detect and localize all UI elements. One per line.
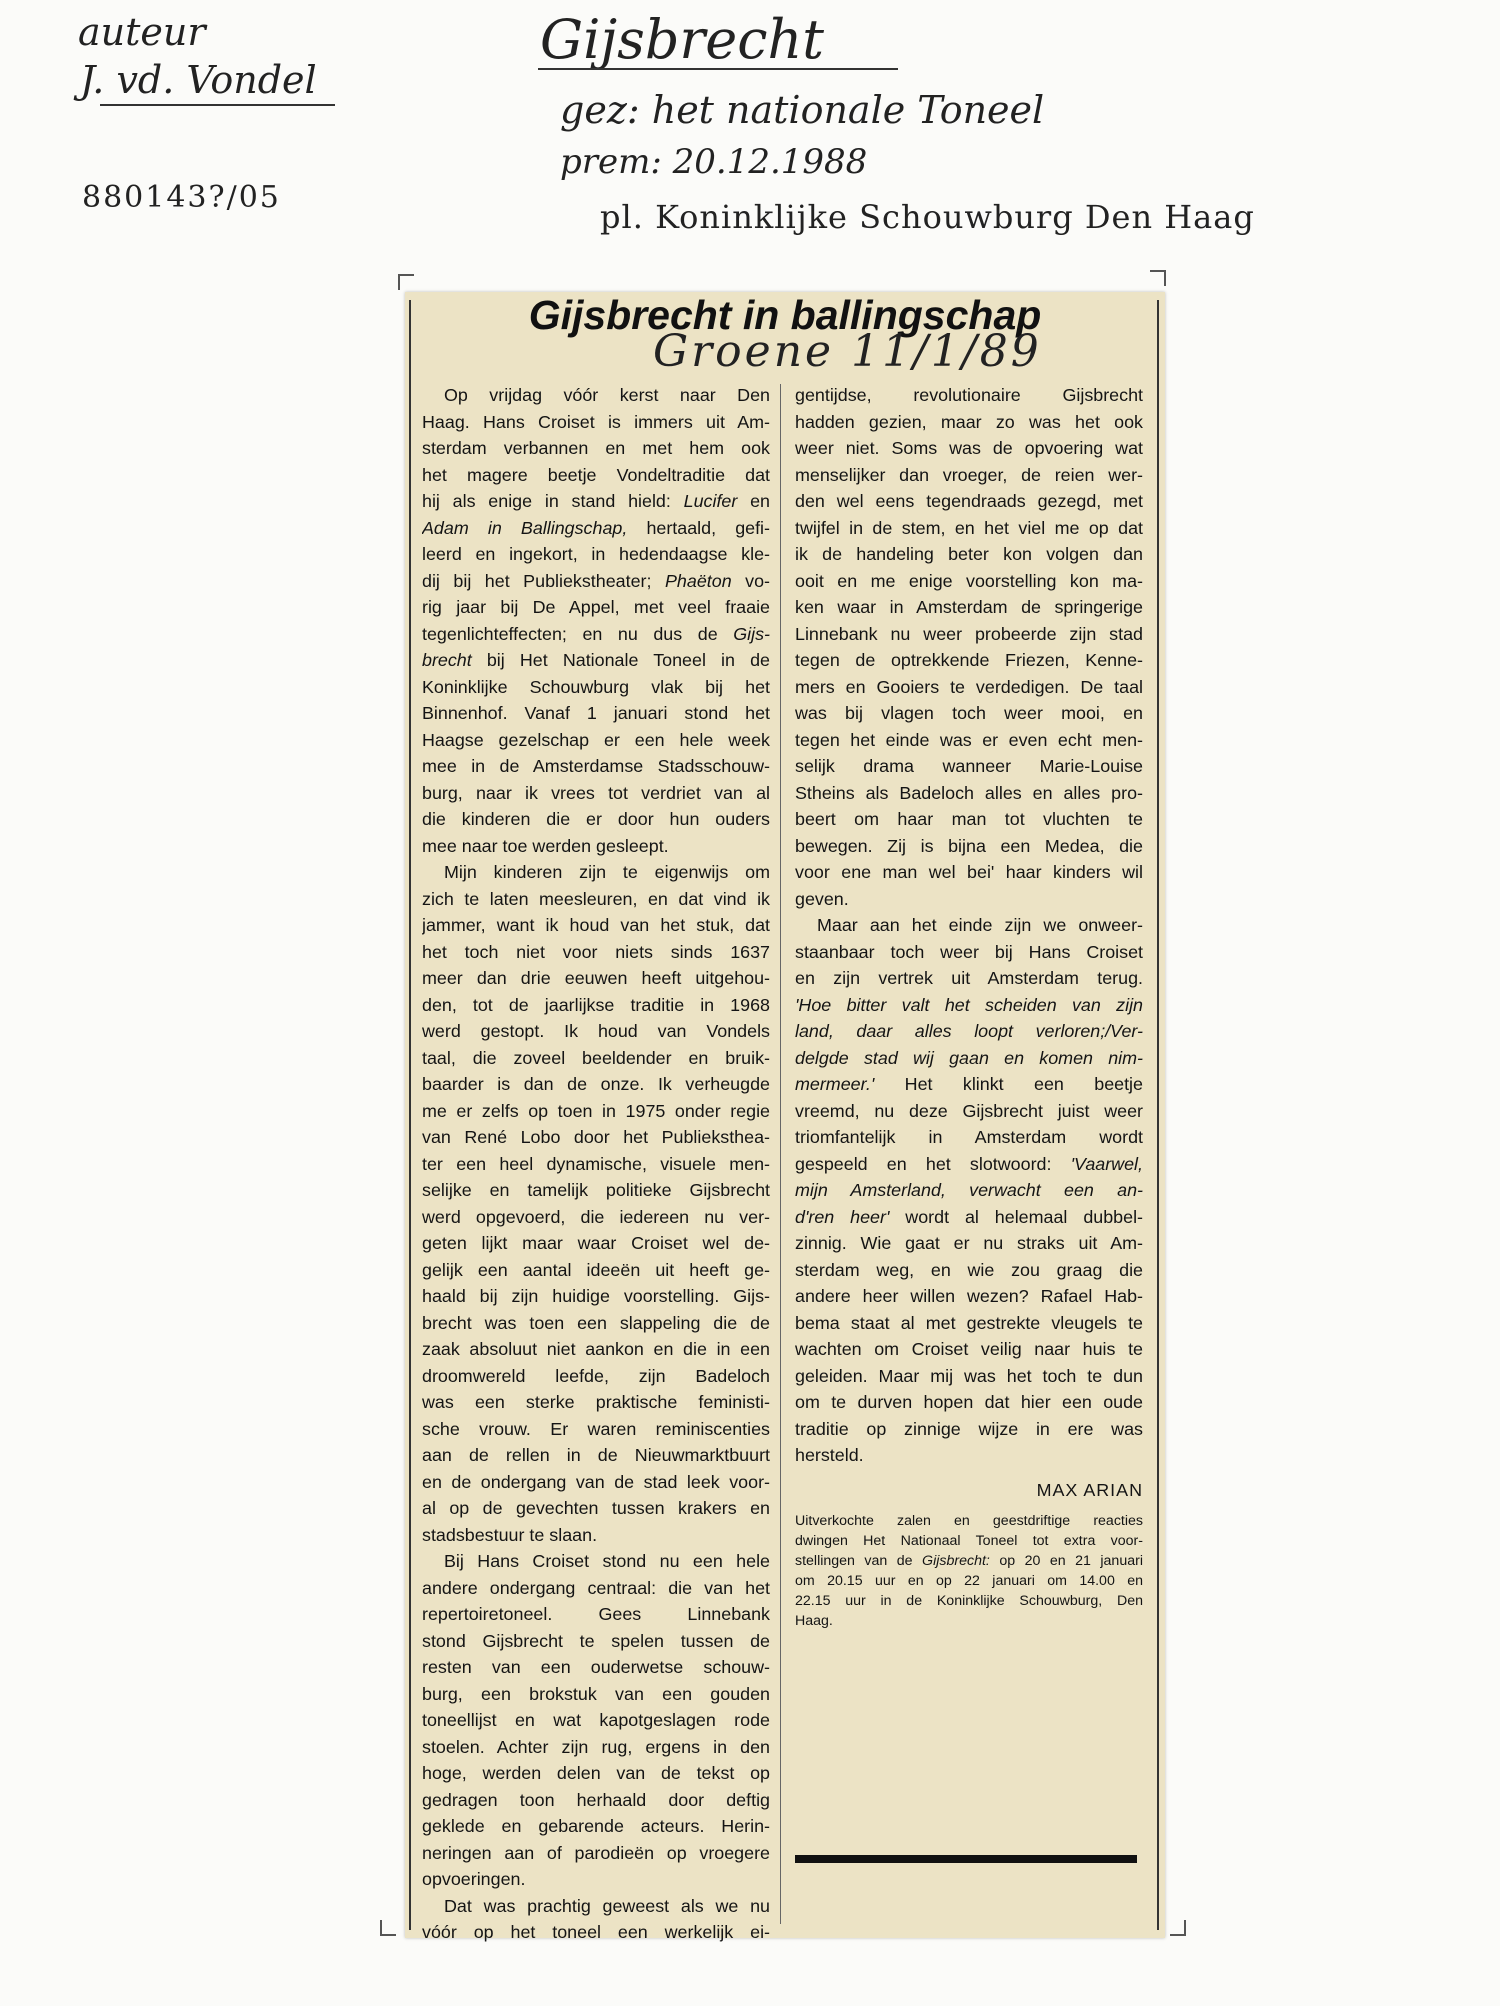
text-line: 'Hoe bitter valt het scheiden van zijn: [795, 994, 1143, 1015]
text-line: Uitverkochte zalen en geestdriftige reacties: [795, 1513, 1143, 1529]
archive-number: 880143?/05: [82, 180, 281, 215]
text-line: mee naar toe werden gesleept.: [422, 835, 669, 856]
text-line: mee in de Amsterdamse Stadsschouw-: [422, 756, 770, 776]
text-line: beert om haar man tot vluchten te: [795, 809, 1143, 829]
text-line: geven.: [795, 888, 849, 909]
text-line: me er zelfs op toen in 1975 onder regie: [422, 1100, 770, 1121]
text-line: repertoiretoneel. Gees Linnebank: [422, 1604, 770, 1624]
text-line: hadden gezien, maar zo was het ook: [795, 411, 1143, 432]
text-line: land, daar alles loopt verloren;/Ver-: [795, 1021, 1143, 1041]
text-line: sterdam verbannen en met hem ook: [422, 438, 770, 458]
text-line: werd opgevoerd, die iedereen nu ver-: [422, 1206, 770, 1227]
text-line: opvoeringen.: [422, 1869, 526, 1889]
text-line: Haagse gezelschap er een hele week: [422, 729, 770, 750]
text-line: voor ene man wel bei' haar kinders wil: [795, 862, 1143, 882]
corner-mark-bottom-left: [380, 1920, 396, 1936]
corner-mark-top-left: [398, 274, 414, 290]
text-line: mers en Gooiers te verdedigen. De taal: [795, 676, 1143, 697]
text-line: geleiden. Maar mij was het toch te dun: [795, 1365, 1143, 1386]
text-line: en zijn vertrek uit Amsterdam terug.: [795, 968, 1143, 988]
article-column-right: [795, 382, 1143, 1631]
text-line: menselijker dan vroeger, de reien wer-: [795, 464, 1143, 485]
text-line: werd gestopt. Ik houd van Vondels: [422, 1021, 770, 1041]
text-line: mijn Amsterland, verwacht een an-: [795, 1180, 1143, 1200]
text-line: Adam in Ballingschap, hertaald, gefi-: [422, 517, 770, 538]
text-line: stoelen. Achter zijn rug, ergens in den: [422, 1736, 770, 1757]
text-line: den wel eens tegendraads gezegd, met: [795, 491, 1143, 511]
text-line: burg, een brokstuk van een gouden: [422, 1683, 770, 1704]
text-line: den, tot de jaarlijkse traditie in 1968: [422, 994, 770, 1015]
text-line: om 20.15 uur en op 22 januari om 14.00 en: [795, 1573, 1143, 1589]
text-line: geklede en gebarende acteurs. Herin-: [422, 1816, 770, 1836]
text-line: zinnig. Wie gaat er nu straks uit Am-: [795, 1233, 1143, 1253]
text-line: Bij Hans Croiset stond nu een hele: [444, 1551, 770, 1571]
clipping-border-left: [409, 300, 411, 1930]
text-line: vóór op het toneel een werkelijk ei-: [422, 1922, 770, 1942]
newspaper-clipping: [405, 292, 1165, 1942]
text-line: mermeer.' Het klinkt een beetje: [795, 1074, 1143, 1094]
play-title-underline: [538, 68, 898, 70]
text-line: Maar aan het einde zijn we onweer-: [817, 915, 1143, 935]
text-line: dij bij het Publiekstheater; Phaëton vo-: [422, 570, 770, 591]
text-line: 22.15 uur in de Koninklijke Schouwburg, Den: [795, 1593, 1143, 1609]
text-line: ter een heel dynamische, visuele men-: [422, 1153, 770, 1174]
text-line: tegen het einde was er even echt men-: [795, 729, 1143, 750]
text-line: resten van een ouderwetse schouw-: [422, 1657, 770, 1677]
text-line: stadsbestuur te slaan.: [422, 1524, 598, 1545]
source-note-handwritten: Groene 11/1/89: [653, 326, 1042, 377]
text-line: selijk drama wanneer Marie-Louise: [795, 756, 1143, 776]
text-line: gedragen toon herhaald door deftig: [422, 1789, 770, 1810]
text-line: andere ondergang centraal: die van het: [422, 1577, 770, 1598]
text-line: gentijdse, revolutionaire Gijsbrecht: [795, 385, 1143, 405]
text-line: om te durven hopen dat hier een oude: [795, 1392, 1143, 1412]
text-line: gespeeld en het slotwoord: 'Vaarwel,: [795, 1153, 1143, 1174]
text-line: droomwereld leefde, zijn Badeloch: [422, 1365, 770, 1386]
corner-mark-top-right: [1150, 270, 1166, 286]
text-line: staanbaar toch weer bij Hans Croiset: [795, 941, 1143, 962]
text-line: neringen aan of parodieën op vroegere: [422, 1842, 770, 1863]
text-line: ooit en me enige voorstelling kon ma-: [795, 570, 1143, 591]
article-byline: MAX ARIAN: [1036, 1479, 1143, 1500]
text-line: triomfantelijk in Amsterdam wordt: [795, 1127, 1143, 1147]
text-line: weer niet. Soms was de opvoering wat: [795, 438, 1143, 458]
text-line: Mijn kinderen zijn te eigenwijs om: [444, 862, 770, 882]
text-line: het toch niet voor niets sinds 1637: [422, 941, 770, 962]
text-line: stond Gijsbrecht te spelen tussen de: [422, 1630, 770, 1651]
performance-notice: [795, 1511, 1143, 1631]
text-line: hoge, werden delen van de tekst op: [422, 1763, 770, 1783]
text-line: Stheins als Badeloch alles en alles pro-: [795, 782, 1143, 803]
venue-note: pl. Koninklijke Schouwburg Den Haag: [600, 198, 1255, 236]
text-line: Koninklijke Schouwburg vlak bij het: [422, 676, 770, 697]
text-line: wachten om Croiset veilig naar huis te: [795, 1339, 1143, 1359]
text-line: burg, naar ik vrees tot verdriet van al: [422, 782, 770, 803]
text-line: dwingen Het Nationaal Toneel tot extra voor-: [795, 1533, 1143, 1549]
text-line: was een sterke praktische feministi-: [422, 1392, 770, 1412]
company-note: gez: het nationale Toneel: [560, 88, 1045, 132]
text-line: geten lijkt maar waar Croiset wel de-: [422, 1233, 770, 1253]
text-line: was bij vlagen toch weer mooi, en: [795, 703, 1143, 723]
text-line: tegenlichteffecten; en nu dus de Gijs-: [422, 623, 770, 644]
text-line: d'ren heer' wordt al helemaal dubbel-: [795, 1206, 1143, 1227]
premiere-note: prem: 20.12.1988: [560, 142, 868, 182]
text-line: tegen de optrekkende Friezen, Kenne-: [795, 650, 1143, 670]
text-line: haald bij zijn huidige voorstelling. Gijs-: [422, 1286, 770, 1306]
text-line: brecht bij Het Nationale Toneel in de: [422, 650, 770, 670]
text-line: Binnenhof. Vanaf 1 januari stond het: [422, 703, 770, 723]
text-line: bema staat al met gestrekte vleugels te: [795, 1312, 1143, 1333]
article-column-right-body: [795, 382, 1143, 1469]
author-underline: [100, 104, 335, 106]
text-line: vreemd, nu deze Gijsbrecht juist weer: [795, 1100, 1143, 1121]
text-line: Haag.: [795, 1613, 833, 1629]
text-line: bewegen. Zij is bijna een Medea, die: [795, 835, 1143, 856]
text-line: traditie op zinnige wijze in ere was: [795, 1418, 1143, 1439]
text-line: rig jaar bij De Appel, met veel fraaie: [422, 597, 770, 617]
article-headline: Gijsbrecht in ballingschap: [528, 292, 1042, 338]
text-line: Linnebank nu weer probeerde zijn stad: [795, 623, 1143, 644]
text-line: andere heer willen wezen? Rafael Hab-: [795, 1286, 1143, 1306]
text-line: aan de rellen in de Nieuwmarktbuurt: [422, 1445, 770, 1465]
text-line: Dat was prachtig geweest als we nu: [444, 1895, 770, 1916]
text-line: selijke en tamelijk politieke Gijsbrecht: [422, 1180, 770, 1200]
text-line: ken waar in Amsterdam de springerige: [795, 597, 1143, 617]
text-line: hersteld.: [795, 1445, 864, 1465]
author-name-handwritten: J. vd. Vondel: [80, 58, 317, 102]
text-line: Haag. Hans Croiset is immers uit Am-: [422, 411, 770, 432]
text-line: sche vrouw. Er waren reminiscenties: [422, 1418, 770, 1439]
text-line: Op vrijdag vóór kerst naar Den: [444, 385, 770, 405]
text-line: het magere beetje Vondeltraditie dat: [422, 464, 770, 485]
corner-mark-bottom-right: [1170, 1920, 1186, 1936]
clipping-border-right: [1157, 300, 1159, 1930]
text-line: zich te laten meesleuren, en dat vind ik: [422, 888, 770, 909]
article-column-left: [422, 382, 770, 1946]
text-line: taal, die zoveel beeldender en bruik-: [422, 1047, 770, 1068]
text-line: van René Lobo door het Publiekstheа-: [422, 1127, 770, 1147]
text-line: toneellijst en wat kapotgeslagen rode: [422, 1710, 770, 1730]
text-line: en de ondergang van de stad leek voor-: [422, 1471, 770, 1492]
text-line: ik de handeling beter kon volgen dan: [795, 544, 1143, 564]
text-line: zaak absoluut niet aankon en die in een: [422, 1339, 770, 1359]
text-line: twijfel in de stem, en het viel me op dat: [795, 517, 1143, 538]
text-line: gelijk een aantal ideeën uit heeft ge-: [422, 1259, 770, 1280]
text-line: brecht was toen een slappeling die de: [422, 1312, 770, 1333]
author-label-handwritten: auteur: [78, 10, 206, 54]
text-line: hij als enige in stand hield: Lucifer en: [422, 491, 770, 511]
column-divider: [780, 384, 781, 1924]
text-line: die kinderen die er door hun ouders: [422, 809, 770, 829]
text-line: jammer, want ik houd van het stuk, dat: [422, 915, 770, 935]
text-line: delgde stad wij gaan en komen nim-: [795, 1047, 1143, 1068]
text-line: leerd en ingekort, in hedendaagse kle-: [422, 544, 770, 564]
play-title-handwritten: Gijsbrecht: [540, 8, 824, 71]
article-end-bar: [795, 1855, 1137, 1863]
text-line: sterdam weg, en wie zou graag die: [795, 1259, 1143, 1280]
text-line: al op de gevechten tussen krakers en: [422, 1498, 770, 1518]
text-line: stellingen van de Gijsbrecht: op 20 en 21 januari: [795, 1553, 1143, 1569]
text-line: baarder is dan de onze. Ik verheugde: [422, 1074, 770, 1094]
text-line: meer dan drie eeuwen heeft uitgehou-: [422, 968, 770, 988]
